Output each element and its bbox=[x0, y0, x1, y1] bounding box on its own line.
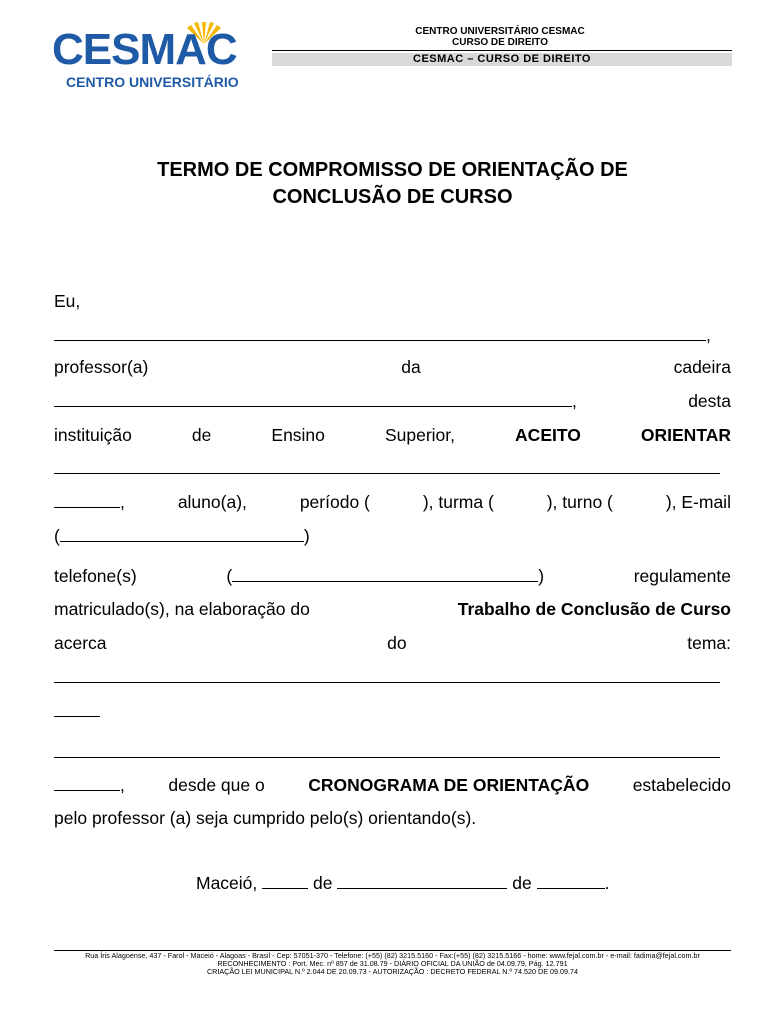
text-regulamente: regulamente bbox=[633, 566, 731, 586]
line-desde bbox=[54, 773, 731, 797]
student-name-blank[interactable] bbox=[54, 457, 720, 474]
text-maceio: Maceió, bbox=[196, 873, 258, 893]
text-tcc: Trabalho de Conclusão de Curso bbox=[457, 599, 731, 619]
text-superior: Superior, bbox=[384, 425, 455, 445]
student-name-blank-end[interactable] bbox=[54, 491, 120, 508]
text-aceito: ACEITO bbox=[515, 425, 581, 445]
text-pelo: pelo professor (a) seja cumprido pelo(s) orientando(s). bbox=[54, 808, 477, 828]
text-do: do bbox=[387, 633, 407, 653]
text-eu: Eu, bbox=[54, 291, 81, 311]
document-title-line-2: CONCLUSÃO DE CURSO bbox=[272, 186, 513, 208]
text-de-1: de bbox=[313, 873, 333, 893]
logo-subtitle: CENTRO UNIVERSITÁRIO bbox=[66, 74, 239, 90]
line-cadeira-blank bbox=[54, 389, 731, 413]
tema-blank-1[interactable] bbox=[54, 666, 720, 683]
line-email-blank bbox=[54, 524, 731, 548]
tema-blank-4[interactable] bbox=[54, 774, 120, 791]
professor-name-blank[interactable] bbox=[54, 324, 706, 341]
text-de: de bbox=[191, 425, 212, 445]
header-bar: CESMAC – CURSO DE DIREITO bbox=[272, 53, 732, 66]
text-aluno: aluno(a), bbox=[177, 492, 247, 512]
line-tema-blank-3 bbox=[54, 740, 731, 764]
line-professor bbox=[54, 355, 731, 379]
document-title-line-1: TERMO DE COMPROMISSO DE ORIENTAÇÃO DE bbox=[157, 159, 628, 181]
text-telefone: telefone(s) bbox=[54, 566, 137, 586]
line-tema-blank-1 bbox=[54, 665, 731, 689]
text-paren-close: ) bbox=[303, 526, 310, 546]
month-blank[interactable] bbox=[337, 872, 507, 889]
text-paren-open: ( bbox=[54, 526, 60, 546]
cesmac-logo bbox=[52, 22, 262, 94]
email-blank[interactable] bbox=[60, 525, 304, 542]
line-eu bbox=[54, 289, 731, 313]
text-comma-4: , bbox=[120, 775, 125, 795]
line-acerca bbox=[54, 631, 731, 655]
line-student-blank bbox=[54, 456, 731, 480]
text-ensino: Ensino bbox=[271, 425, 325, 445]
text-estabelecido: estabelecido bbox=[632, 775, 731, 795]
text-comma: , bbox=[706, 325, 711, 345]
footer-creation: CRIAÇÃO LEI MUNICIPAL N.º 2.044 DE 20.09.73 - AUTORIZAÇÃO : DECRETO FEDERAL N.º 74.520 DE 09.09.74 bbox=[206, 967, 579, 976]
text-desde: desde que o bbox=[168, 775, 265, 795]
line-pelo bbox=[54, 806, 731, 830]
text-cronograma: CRONOGRAMA DE ORIENTAÇÃO bbox=[308, 775, 590, 795]
line-tema-blank-2 bbox=[54, 699, 731, 723]
text-orientar: ORIENTAR bbox=[640, 425, 731, 445]
text-matriculado: matriculado(s), na elaboração do bbox=[54, 599, 310, 619]
text-periodo: período ( bbox=[299, 492, 370, 512]
header-rule bbox=[272, 50, 732, 51]
day-blank[interactable] bbox=[262, 872, 308, 889]
footer-address: Rua Íris Alagoense, 437 - Farol - Maceió - Alagoas - Brasil - Cep: 57051-370 - Telefone: (+55) (82) 3215.5160 - Fax:(+55) (82) 3215.5166 - home: www.fejal.com.br - e-mail: fadima@fejal.com.br bbox=[85, 951, 700, 960]
text-period: . bbox=[604, 873, 610, 893]
text-cadeira: cadeira bbox=[673, 357, 731, 377]
header-course: CURSO DE DIREITO bbox=[452, 37, 548, 48]
text-professor: professor(a) bbox=[54, 357, 149, 377]
logo-wordmark: CESMAC bbox=[52, 25, 237, 74]
text-acerca: acerca bbox=[54, 633, 107, 653]
tema-blank-2[interactable] bbox=[54, 700, 100, 717]
text-tema: tema: bbox=[687, 633, 731, 653]
text-paren-open-2: ( bbox=[226, 566, 233, 586]
text-desta: desta bbox=[688, 391, 731, 411]
line-instituicao bbox=[54, 423, 731, 447]
text-da: da bbox=[401, 357, 421, 377]
text-instituicao: instituição bbox=[54, 425, 132, 445]
line-matriculado bbox=[54, 597, 731, 621]
text-turma: ), turma ( bbox=[422, 492, 494, 512]
text-email: ), E-mail bbox=[665, 492, 731, 512]
tema-blank-3[interactable] bbox=[54, 741, 720, 758]
text-turno: ), turno ( bbox=[546, 492, 613, 512]
line-telefone bbox=[54, 564, 731, 588]
line-date bbox=[196, 871, 696, 895]
cadeira-blank[interactable] bbox=[54, 390, 572, 407]
text-comma-3: , bbox=[120, 492, 125, 512]
text-paren-close-2: ) bbox=[538, 566, 545, 586]
text-comma-2: , bbox=[572, 391, 577, 411]
text-de-2: de bbox=[512, 873, 532, 893]
header-institution: CENTRO UNIVERSITÁRIO CESMAC bbox=[415, 26, 585, 37]
year-blank[interactable] bbox=[537, 872, 605, 889]
line-aluno bbox=[54, 490, 731, 514]
telefone-blank[interactable] bbox=[232, 565, 538, 582]
footer-recognition: RECONHECIMENTO : Port. Mec. nº 857 de 31.08.79 - DIÁRIO OFICIAL DA UNIÃO de 04.09.79, Pág. 12.791 bbox=[217, 959, 568, 968]
line-name-blank bbox=[54, 323, 731, 347]
